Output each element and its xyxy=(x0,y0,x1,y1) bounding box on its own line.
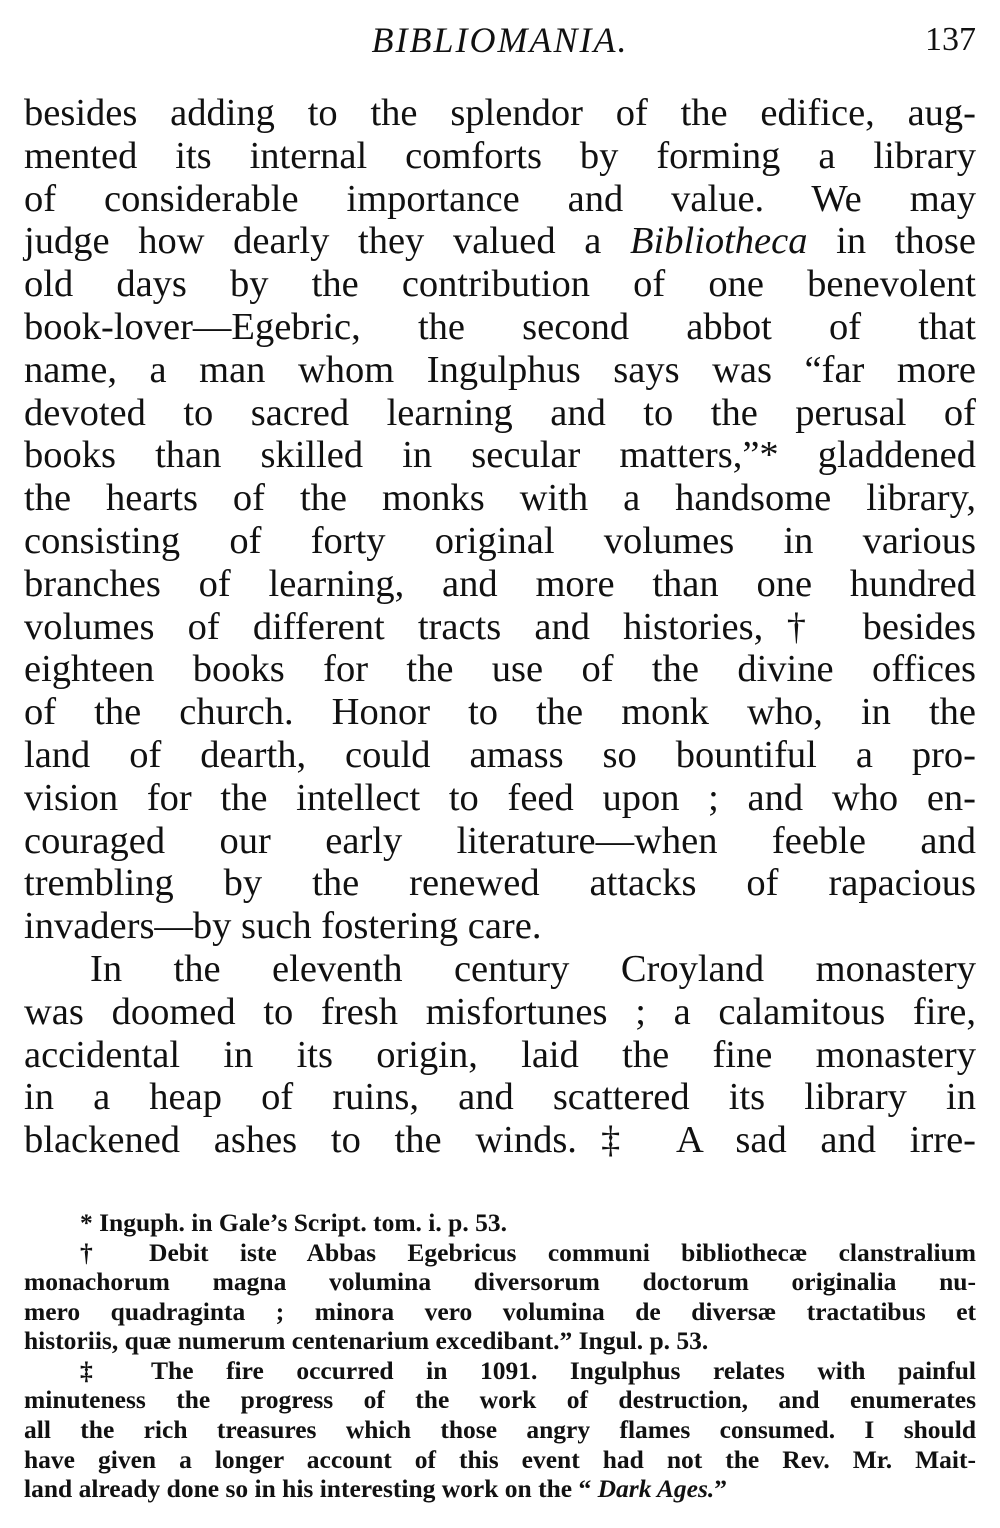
text-line: eighteen books for the use of the divine offices xyxy=(24,648,976,691)
text-line: the hearts of the monks with a handsome library, xyxy=(24,477,976,520)
text-line: old days by the contribution of one benevolent xyxy=(24,263,976,306)
text-line: of considerable importance and value. We may xyxy=(24,177,976,220)
book-page xyxy=(24,14,976,1504)
footnote-line: † Debit iste Abbas Egebricus communi bibliothecæ clanstralium xyxy=(80,1237,976,1267)
text-line: devoted to sacred learning and to the perusal of xyxy=(24,391,976,434)
text-line: book-lover—Egebric, the second abbot of that xyxy=(24,305,976,348)
paragraph xyxy=(24,92,976,948)
body-text xyxy=(24,92,976,1162)
text-line: was doomed to fresh misfortunes ; a calamitous fire, xyxy=(24,990,976,1033)
italic-term: Bibliotheca xyxy=(629,220,808,263)
text-line xyxy=(24,220,976,263)
running-title: BIBLIOMANIA. xyxy=(371,20,629,60)
text-line: volumes of different tracts and histories,† besides xyxy=(24,605,976,648)
text-run: in those xyxy=(807,220,976,263)
page-number: 137 xyxy=(925,21,976,58)
text-line: blackened ashes to the winds.‡ A sad and irre- xyxy=(24,1119,976,1162)
text-line: invaders—by such fostering care. xyxy=(24,905,542,948)
text-line: name, a man whom Ingulphus says was “far more xyxy=(24,348,976,391)
footnotes xyxy=(24,1208,976,1504)
text-line: accidental in its origin, laid the fine monastery xyxy=(24,1033,976,1076)
text-line: vision for the intellect to feed upon ; and who en- xyxy=(24,776,976,819)
footnote-line: all the rich treasures which those angry flames consumed. I should xyxy=(24,1415,976,1445)
italic-term: Dark Ages. xyxy=(597,1474,715,1504)
text-line: trembling by the renewed attacks of rapacious xyxy=(24,862,976,905)
footnote xyxy=(24,1208,976,1238)
text-run: judge how dearly they valued a xyxy=(24,220,630,263)
text-line: couraged our early literature—when feeble and xyxy=(24,819,976,862)
footnote-line: monachorum magna volumina diversorum doctorum originalia nu- xyxy=(24,1267,976,1297)
footnote-line: * Inguph. in Gale’s Script. tom. i. p. 53. xyxy=(80,1207,507,1237)
text-line: land of dearth, could amass so bountiful a pro- xyxy=(24,733,976,776)
text-run: land already done so in his interesting work on the “ xyxy=(24,1474,598,1504)
text-line: besides adding to the splendor of the edifice, aug- xyxy=(24,92,976,134)
text-line: branches of learning, and more than one hundred xyxy=(24,562,976,605)
footnote-line: historiis, quæ numerum centenarium excedibant.” Ingul. p. 53. xyxy=(24,1326,709,1356)
footnote-line: minuteness the progress of the work of destruction, and enumerates xyxy=(24,1385,976,1415)
text-line: of the church. Honor to the monk who, in the xyxy=(24,691,976,734)
footnote xyxy=(24,1238,976,1356)
text-run: ” xyxy=(714,1474,728,1504)
text-line: In the eleventh century Croyland monastery xyxy=(90,947,976,990)
footnote-line: ‡ The fire occurred in 1091. Ingulphus relates with painful xyxy=(80,1355,976,1385)
text-line: mented its internal comforts by forming a library xyxy=(24,134,976,177)
footnote-line xyxy=(24,1474,976,1504)
paragraph xyxy=(24,948,976,1162)
footnote-line: mero quadraginta ; minora vero volumina de diversæ tractatibus et xyxy=(24,1296,976,1326)
text-line: in a heap of ruins, and scattered its library in xyxy=(24,1076,976,1119)
running-head xyxy=(24,14,976,66)
footnote-line: have given a longer account of this event had not the Rev. Mr. Mait- xyxy=(24,1444,976,1474)
text-line: books than skilled in secular matters,”* gladdened xyxy=(24,434,976,477)
text-line: consisting of forty original volumes in various xyxy=(24,519,976,562)
footnote xyxy=(24,1356,976,1504)
